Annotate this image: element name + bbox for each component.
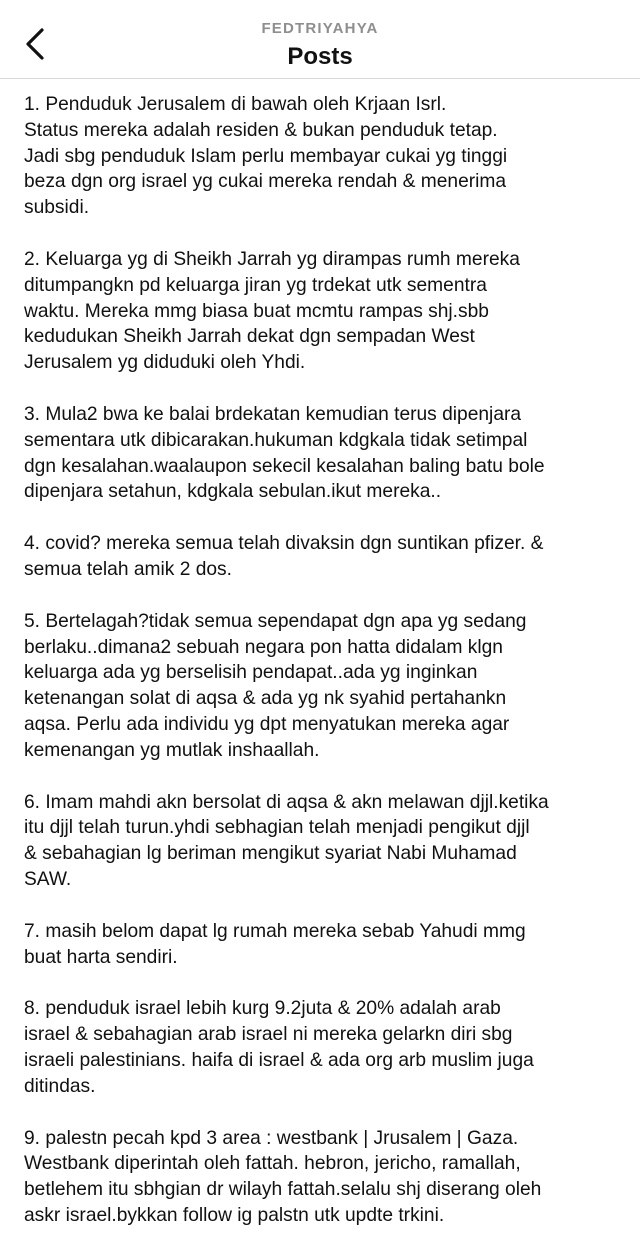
- post-line: Status mereka adalah residen & bukan penduduk tetap.: [24, 119, 498, 141]
- post-line: askr israel.bykkan follow ig palstn utk updte trkini.: [24, 1204, 445, 1226]
- post-line: Jadi sbg penduduk Islam perlu membayar cukai yg tinggi: [24, 145, 508, 167]
- post-line: ketenangan solat di aqsa & ada yg nk syahid pertahankn: [24, 688, 507, 710]
- post-line: 6. Imam mahdi akn bersolat di aqsa & akn melawan djjl.ketika: [24, 791, 549, 813]
- post-line: 7. masih belom dapat lg rumah mereka sebab Yahudi mmg: [24, 920, 526, 942]
- post-line: 4. covid? mereka semua telah divaksin dgn suntikan pfizer. &: [24, 533, 544, 555]
- post-line: 2. Keluarga yg di Sheikh Jarrah yg dirampas rumh mereka: [24, 248, 520, 270]
- post-line: & sebahagian lg beriman mengikut syariat Nabi Muhamad: [24, 843, 517, 865]
- post-item-3: [24, 402, 620, 505]
- top-bar: [0, 0, 640, 79]
- post-line: beza dgn org israel yg cukai mereka rendah & menerima: [24, 171, 507, 193]
- account-name[interactable]: FEDTRIYAHYA: [261, 20, 379, 37]
- post-line: ditindas.: [24, 1075, 96, 1097]
- post-line: 9. palestn pecah kpd 3 area : westbank | Jrusalem | Gaza.: [24, 1127, 519, 1149]
- post-list: [24, 92, 620, 1255]
- post-item-6: [24, 790, 620, 893]
- post-line: ditumpangkn pd keluarga jiran yg trdekat utk sementra: [24, 274, 487, 296]
- post-item-5: [24, 609, 620, 764]
- post-line: israel & sebahagian arab israel ni mereka gelarkn diri sbg: [24, 1024, 513, 1046]
- post-line: berlaku..dimana2 sebuah negara pon hatta didalam klgn: [24, 636, 503, 658]
- post-line: itu djjl telah turun.yhdi sebhagian telah menjadi pengikut djjl: [24, 817, 530, 839]
- post-line: israeli palestinians. haifa di israel & ada org arb muslim juga: [24, 1049, 534, 1071]
- post-line: aqsa. Perlu ada individu yg dpt menyatukan mereka agar: [24, 713, 510, 735]
- post-item-7: [24, 919, 620, 971]
- post-item-1: [24, 92, 620, 221]
- post-line: kedudukan Sheikh Jarrah dekat dgn sempadan West: [24, 326, 475, 348]
- post-line: betlehem itu sbhgian dr wilayh fattah.selalu shj diserang oleh: [24, 1179, 542, 1201]
- post-line: 8. penduduk israel lebih kurg 9.2juta & 20% adalah arab: [24, 998, 501, 1020]
- post-line: dgn kesalahan.waalaupon sekecil kesalahan baling batu bole: [24, 455, 545, 477]
- post-line: 5. Bertelagah?tidak semua sependapat dgn apa yg sedang: [24, 610, 527, 632]
- post-item-8: [24, 996, 620, 1099]
- page-title: Posts: [287, 43, 353, 70]
- post-item-4: [24, 531, 620, 583]
- post-line: semua telah amik 2 dos.: [24, 558, 232, 580]
- post-line: keluarga ada yg berselisih pendapat..ada yg inginkan: [24, 662, 478, 684]
- post-line: sementara utk dibicarakan.hukuman kdgkala tidak setimpal: [24, 429, 528, 451]
- post-line: kemenangan yg mutlak inshaallah.: [24, 739, 320, 761]
- post-item-9: [24, 1126, 620, 1229]
- post-line: waktu. Mereka mmg biasa buat mcmtu rampas shj.sbb: [24, 300, 489, 322]
- post-line: buat harta sendiri.: [24, 946, 178, 968]
- post-item-2: [24, 247, 620, 376]
- post-line: Jerusalem yg diduduki oleh Yhdi.: [24, 352, 306, 374]
- post-line: dipenjara setahun, kdgkala sebulan.ikut mereka..: [24, 481, 442, 503]
- post-line: Westbank diperintah oleh fattah. hebron, jericho, ramallah,: [24, 1153, 521, 1175]
- post-line: subsidi.: [24, 197, 90, 219]
- post-line: SAW.: [24, 868, 72, 890]
- post-line: 3. Mula2 bwa ke balai brdekatan kemudian terus dipenjara: [24, 403, 522, 425]
- post-line: 1. Penduduk Jerusalem di bawah oleh Krjaan Isrl.: [24, 94, 447, 115]
